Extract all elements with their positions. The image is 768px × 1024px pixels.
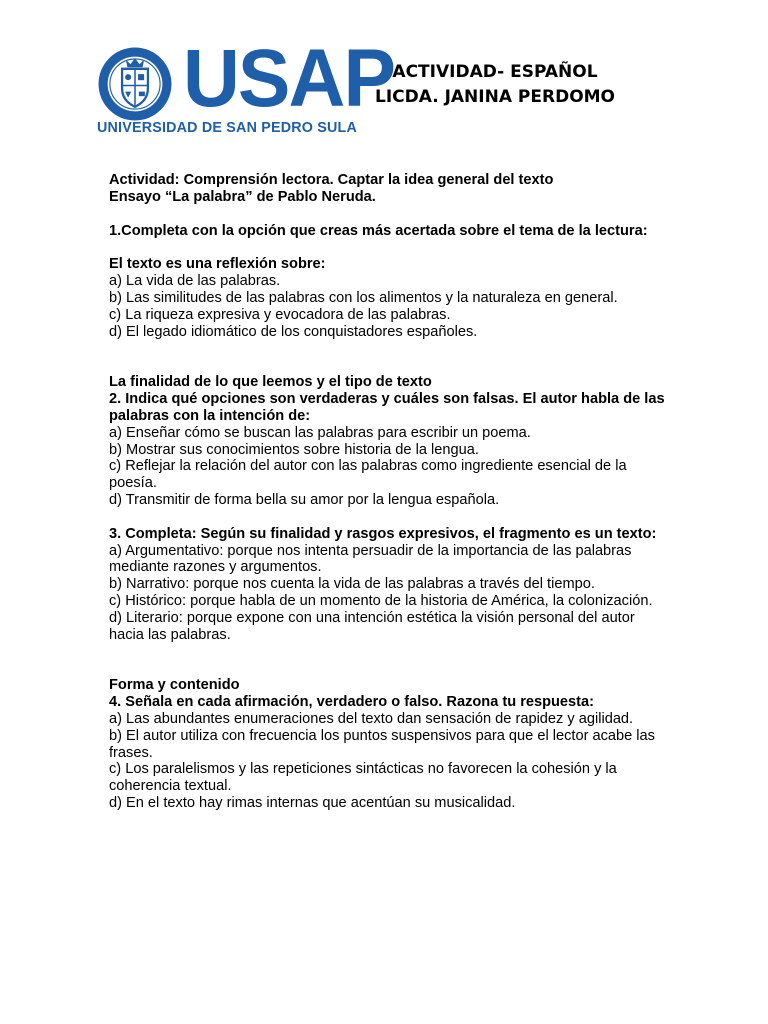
option-item: a) Las abundantes enumeraciones del texto dan sensación de rapidez y agilidad.	[109, 710, 634, 727]
document-title	[360, 60, 630, 110]
page-header	[0, 0, 768, 150]
option-item: b) Narrativo: porque nos cuenta la vida de las palabras a través del tiempo.	[109, 576, 595, 593]
option-item: c) Los paralelismos y las repeticiones sintácticas no favorecen la cohesión y la coherencia textual.	[109, 761, 617, 795]
option-item: c) La riqueza expresiva y evocadora de las palabras.	[109, 306, 451, 323]
option-item: c) Histórico: porque habla de un momento de la historia de América, la colonización.	[109, 592, 653, 609]
intro-line: Ensayo “La palabra” de Pablo Neruda.	[109, 188, 376, 205]
option-item: a) La vida de las palabras.	[109, 273, 281, 290]
option-item: a) Enseñar cómo se buscan las palabras para escribir un poema.	[109, 424, 531, 441]
title-line-activity: ACTIVIDAD- ESPAÑOL	[392, 62, 598, 82]
question-prompt: 3. Completa: Según su finalidad y rasgos expresivos, el fragmento es un texto:	[109, 525, 657, 542]
question-prompt: 1.Completa con la opción que creas más acertada sobre el tema de la lectura:	[109, 222, 648, 239]
option-item: b) Mostrar sus conocimientos sobre historia de la lengua.	[109, 441, 479, 458]
question-prompt: 2. Indica qué opciones son verdaderas y cuáles son falsas. El autor habla de las palabras con la intención de:	[109, 391, 665, 424]
section-heading: La finalidad de lo que leemos y el tipo de texto	[109, 374, 432, 391]
option-item: d) Transmitir de forma bella su amor por la lengua española.	[109, 491, 500, 508]
university-seal-icon	[97, 46, 173, 122]
section-heading: Forma y contenido	[109, 677, 240, 694]
option-item: d) En el texto hay rimas internas que acentúan su musicalidad.	[109, 794, 516, 811]
option-item: d) El legado idiomático de los conquistadores españoles.	[109, 323, 478, 340]
option-item: b) Las similitudes de las palabras con los alimentos y la naturaleza en general.	[109, 289, 618, 306]
intro-line: Actividad: Comprensión lectora. Captar la idea general del texto	[109, 172, 554, 188]
question-stem: El texto es una reflexión sobre:	[109, 256, 326, 273]
option-item: d) Literario: porque expone con una intención estética la visión personal del autor hacia las palabras.	[109, 609, 635, 643]
title-line-teacher: LICDA. JANINA PERDOMO	[374, 87, 616, 107]
brand-wordmark: USAP	[183, 33, 395, 124]
question-prompt: 4. Señala en cada afirmación, verdadero o falso. Razona tu respuesta:	[109, 694, 594, 711]
option-item: b) El autor utiliza con frecuencia los puntos suspensivos para que el lector acabe las frases.	[109, 727, 655, 761]
university-name: UNIVERSIDAD DE SAN PEDRO SULA	[97, 120, 357, 136]
option-item: a) Argumentativo: porque nos intenta persuadir de la importancia de las palabras mediante razones y argumentos.	[109, 542, 632, 576]
option-item: c) Reflejar la relación del autor con las palabras como ingrediente esencial de la poesía.	[109, 458, 627, 492]
document-body	[109, 172, 669, 812]
